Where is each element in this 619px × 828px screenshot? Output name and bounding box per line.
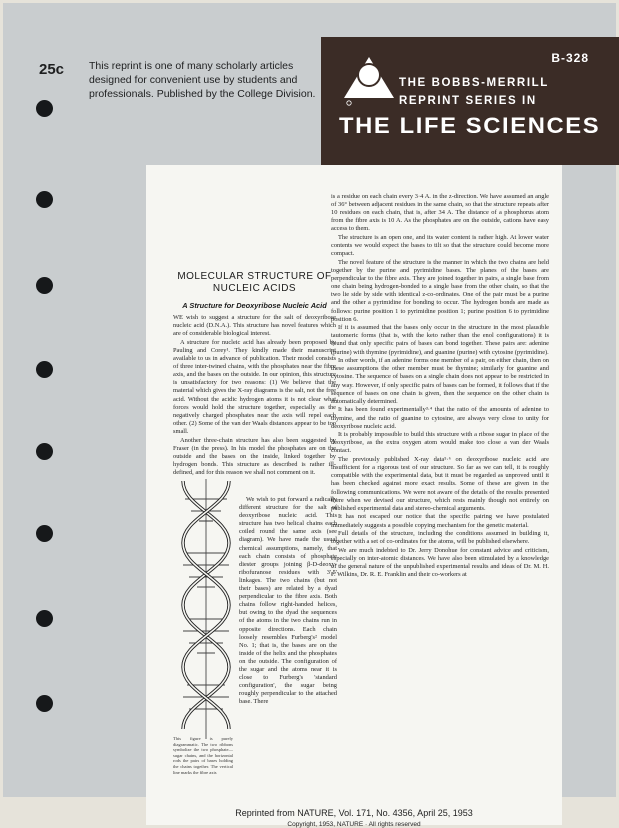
paragraph: The structure is an open one, and its water content is rather high. At lower water contents we would expect the bases to tilt so that the structure could become more compact.	[331, 234, 549, 258]
article-title-line-1: MOLECULAR STRUCTURE OF	[177, 271, 332, 282]
series-line-2: REPRINT SERIES IN	[399, 95, 537, 107]
reprint-code: B-328	[551, 51, 589, 65]
paragraph: In other words, if an adenine forms one member of a pair, on either chain, then on these assumptions the other member must be thymine; similarly for guanine and cytosine. The sequence of bases on a single chain does not appear to be restricted in any way. However, if only specific pairs of bases can be formed, it follows that if the sequence of bases on one chain is given, then the sequence on the other chain is automatically determined.	[331, 357, 549, 405]
diagram-caption: This figure is purely diagrammatic. The two ribbons symbolize the two phosphate—sugar chains, and the horizontal rods the pairs of bases holding the chains together. The vertical line marks the fibre axis	[173, 736, 233, 775]
paragraph: Another three-chain structure has also been suggested by Fraser (in the press). In his model the phosphates are on the outside and the bases on the inside, linked together by hydrogen bonds. This structure as described is rather ill-defined, and for this reason we shall not comment on it.	[173, 436, 336, 476]
reprint-cover	[3, 3, 616, 828]
article-page	[146, 165, 562, 828]
article-subtitle: A Structure for Deoxyribose Nucleic Acid	[182, 301, 327, 310]
binder-hole	[36, 695, 53, 712]
publisher-logo-icon	[341, 51, 397, 107]
paragraph: A structure for nucleic acid has already been proposed by Pauling and Corey¹. They kindly made their manuscript available to us in advance of publication. Their model consists of three inter-twined chains, with the phosphates near the fibre axis, and the bases on the outside. In our opinion, this structure is unsatisfactory for two reasons: (1) We believe that the material which gives the X-ray diagrams is the salt, not the free acid. Without the acidic hydrogen atoms it is not clear what forces would hold the structure together, especially as the negatively charged phosphates near the axis will repel each other. (2) Some of the van der Waals distances appear to be too small.	[173, 338, 336, 435]
copyright-footer: Copyright, 1953, NATURE · All rights reserved	[287, 821, 421, 828]
binder-hole	[36, 191, 53, 208]
binder-hole	[36, 277, 53, 294]
price-label: 25c	[39, 61, 65, 78]
binder-hole	[36, 100, 53, 117]
right-column	[331, 193, 549, 580]
series-title: THE LIFE SCIENCES	[339, 113, 601, 138]
paragraph: is a residue on each chain every 3·4 A. in the z-direction. We have assumed an angle of 36° between adjacent residues in the same chain, so that the structure repeats after 10 residues on each chain, that is, after 34 A. The distance of a phosphorus atom from the fibre axis is 10 A. As the phosphates are on the outside, cations have easy access to them.	[331, 193, 549, 233]
citation-footer: Reprinted from NATURE, Vol. 171, No. 4356, April 25, 1953	[235, 808, 473, 818]
left-column	[173, 271, 336, 478]
series-banner	[321, 37, 619, 165]
series-line-1: THE BOBBS-MERRILL	[399, 77, 549, 89]
reprint-description: This reprint is one of many scholarly articles designed for convenient use by students and professionals. Published by the College Division.	[89, 60, 316, 100]
paragraph: It has been found experimentally³·⁴ that the ratio of the amounts of adenine to thymine, and the ratio of guanine to cytosine, are always very close to unity for deoxyribose nucleic acid.	[331, 406, 549, 430]
paragraph: Full details of the structure, including the conditions assumed in building it, together with a set of co-ordinates for the atoms, will be published elsewhere.	[331, 530, 549, 546]
article-title-line-2: NUCLEIC ACIDS	[212, 283, 297, 294]
paragraph: WE wish to suggest a structure for the salt of deoxyribose nucleic acid (D.N.A.). This structure has novel features which are of considerable biological interest.	[173, 314, 336, 338]
binder-hole	[36, 525, 53, 542]
paragraph: If it is assumed that the bases only occur in the structure in the most plausible tautomeric forms (that is, with the keto rather than the enol configurations) it is found that only specific pairs of bases can bond together. These pairs are: adenine (purine) with thymine (pyrimidine), and guanine (purine) with cytosine (pyrimidine).	[331, 324, 549, 356]
binder-hole	[36, 443, 53, 460]
paragraph: The previously published X-ray data⁵·⁶ on deoxyribose nucleic acid are insufficient for a rigorous test of our structure. So far as we can tell, it is roughly compatible with the experimental data, but it must be regarded as unproved until it has been checked against more exact results. Some of these are given in the following communications. We were not aware of the details of the results presented there when we devised our structure, which rests mainly though not entirely on published experimental data and stereo-chemical arguments.	[331, 456, 549, 512]
binder-hole	[36, 610, 53, 627]
article-title	[173, 271, 336, 295]
paragraph: We wish to put forward a radically different structure for the salt of deoxyribose nucleic acid. This structure has two helical chains each coiled round the same axis (see diagram). We have made the usual chemical assumptions, namely, that each chain consists of phosphate diester groups joining β-D-deoxy-ribofuranose residues with 3',5' linkages. The two chains (but not their bases) are related by a dyad perpendicular to the fibre axis. Both chains follow right-handed helices, but owing to the dyad the sequences of the atoms in the two chains run in opposite directions. Each chain loosely resembles Furberg's² model No. 1; that is, the bases are on the inside of the helix and the phosphates on the outside. The configuration of the sugar and the atoms near it is close to Furberg's 'standard configuration', the sugar being roughly perpendicular to the attached base. There	[239, 496, 337, 706]
paragraph: It is probably impossible to build this structure with a ribose sugar in place of the deoxyribose, as the extra oxygen atom would make too close a van der Waals contact.	[331, 431, 549, 455]
double-helix-diagram	[173, 477, 239, 745]
paragraph: We are much indebted to Dr. Jerry Donohue for constant advice and criticism, especially on inter-atomic distances. We have also been stimulated by a knowledge of the general nature of the unpublished experimental results and ideas of Dr. M. H. F. Wilkins, Dr. R. E. Franklin and their co-workers at	[331, 546, 549, 579]
left-column-continued	[239, 496, 337, 707]
binder-hole	[36, 361, 53, 378]
paragraph: It has not escaped our notice that the specific pairing we have postulated immediately suggests a possible copying mechanism for the genetic material.	[331, 513, 549, 529]
paragraph: The novel feature of the structure is the manner in which the two chains are held together by the purine and pyrimidine bases. The planes of the bases are perpendicular to the fibre axis. They are joined together in pairs, a single base from one chain being hydrogen-bonded to a single base from the other chain, so that the two lie side by side with identical z-co-ordinates. One of the pair must be a purine and the other a pyrimidine for bonding to occur. The hydrogen bonds are made as follows: purine position 1 to pyrimidine position 1; purine position 6 to pyrimidine position 6.	[331, 258, 549, 323]
